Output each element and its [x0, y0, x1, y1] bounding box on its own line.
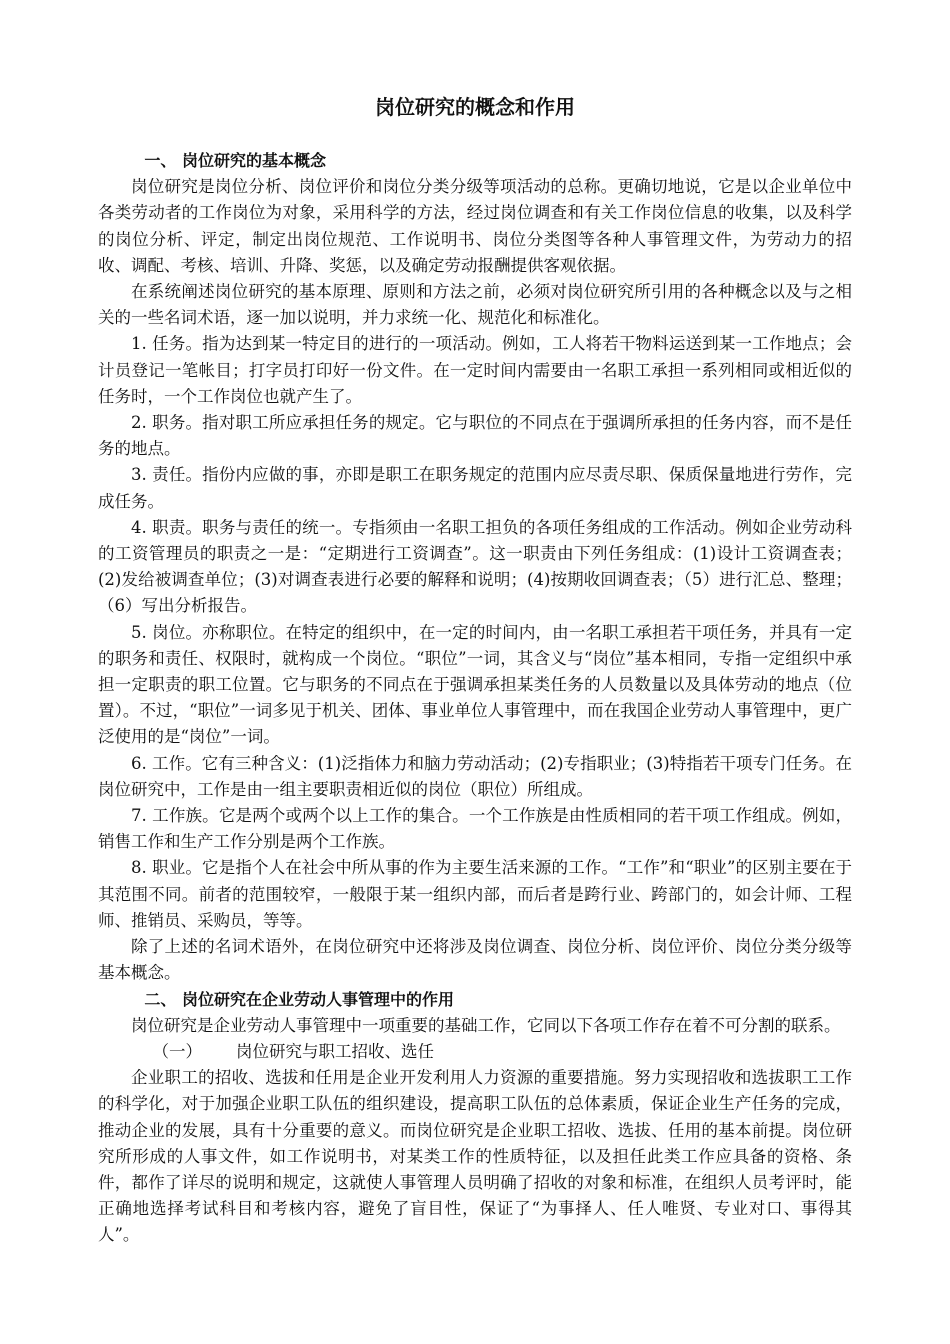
section-heading-2: 二、 岗位研究在企业劳动人事管理中的作用 — [144, 989, 454, 1009]
subsection-number: （一） — [152, 1041, 202, 1061]
paragraph: 除了上述的名词术语外，在岗位研究中还将涉及岗位调查、岗位分析、岗位评价、岗位分类分级等基本概念。 — [98, 937, 852, 983]
definition-position: 5. 岗位。亦称职位。在特定的组织中，在一定的时间内，由一名职工承担若干项任务，并具有一定的职务和责任、权限时，就构成一个岗位。“职位”一词，其含义与“岗位”基本相同，专指一定组织中承担一定职责的职工位置。它与职务的不同点在于强调承担某类任务的人员数量以及具体劳动的地点（位置）。不过，“职位”一词多见于机关、团体、事业单位人事管理中，而在我国企业劳动人事管理中，更广泛使用的是“岗位”一词。 — [98, 622, 852, 747]
definition-function: 4. 职责。职务与责任的统一。专指须由一名职工担负的各项任务组成的工作活动。例如企业劳动科的工资管理员的职责之一是：“定期进行工资调查”。这一职责由下列任务组成：(1)设计工资调查表；(2)发给被调查单位；(3)对调查表进行必要的解释和说明；(4)按期收回调查表；（5）进行汇总、整理；（6）写出分析报告。 — [98, 517, 852, 616]
definition-duty: 2. 职务。指对职工所应承担任务的规定。它与职位的不同点在于强调所承担的任务内容，而不是任务的地点。 — [98, 413, 852, 459]
paragraph: 企业职工的招收、选拔和任用是企业开发利用人力资源的重要措施。努力实现招收和选拔职工工作的科学化，对于加强企业职工队伍的组织建设，提高职工队伍的总体素质，保证企业生产任务的完成，推动企业的发展，具有十分重要的意义。而岗位研究是企业职工招收、选拔、任用的基本前提。岗位研究所形成的人事文件，如工作说明书，对某类工作的性质特征，以及担任此类工作应具备的资格、条件，都作了详尽的说明和规定，这就使人事管理人员明确了招收的对象和标准，在组织人员考评时，能正确地选择考试科目和考核内容，避免了盲目性，保证了“为事择人、任人唯贤、专业对口、事得其人”。 — [98, 1068, 852, 1245]
definition-responsibility: 3. 责任。指份内应做的事，亦即是职工在职务规定的范围内应尽责尽职、保质保量地进行劳作，完成任务。 — [98, 465, 852, 511]
definition-task: 1. 任务。指为达到某一特定目的进行的一项活动。例如，工人将若干物料运送到某一工作地点；会计员登记一笔帐目；打字员打印好一份文件。在一定时间内需要由一名职工承担一系列相同或相近似的任务时，一个工作岗位也就产生了。 — [98, 334, 852, 406]
definition-occupation: 8. 职业。它是指个人在社会中所从事的作为主要生活来源的工作。“工作”和“职业”的区别主要在于其范围不同。前者的范围较窄，一般限于某一组织内部，而后者是跨行业、跨部门的，如会计师、工程师、推销员、采购员，等等。 — [98, 858, 852, 930]
document-page — [98, 92, 852, 1249]
definition-job: 6. 工作。它有三种含义：(1)泛指体力和脑力劳动活动；(2)专指职业；(3)特指若干项专门任务。在岗位研究中，工作是由一组主要职责相近似的岗位（职位）所组成。 — [98, 753, 852, 799]
subsection-heading — [98, 1039, 852, 1065]
paragraph: 岗位研究是企业劳动人事管理中一项重要的基础工作，它同以下各项工作存在着不可分割的联系。 — [131, 1015, 841, 1035]
paragraph: 岗位研究是岗位分析、岗位评价和岗位分类分级等项活动的总称。更确切地说，它是以企业单位中各类劳动者的工作岗位为对象，采用科学的方法，经过岗位调查和有关工作岗位信息的收集，以及科学的岗位分析、评定，制定出岗位规范、工作说明书、岗位分类图等各种人事管理文件，为劳动力的招收、调配、考核、培训、升降、奖惩，以及确定劳动报酬提供客观依据。 — [98, 177, 852, 275]
definition-job-family: 7. 工作族。它是两个或两个以上工作的集合。一个工作族是由性质相同的若干项工作组成。例如，销售工作和生产工作分别是两个工作族。 — [98, 806, 852, 852]
subsection-title: 岗位研究与职工招收、选任 — [235, 1041, 434, 1061]
paragraph: 在系统阐述岗位研究的基本原理、原则和方法之前，必须对岗位研究所引用的各种概念以及与之相关的一些名词术语，逐一加以说明，并力求统一化、规范化和标准化。 — [98, 282, 852, 328]
page-title: 岗位研究的概念和作用 — [375, 95, 575, 119]
section-heading-1: 一、 岗位研究的基本概念 — [144, 151, 326, 170]
